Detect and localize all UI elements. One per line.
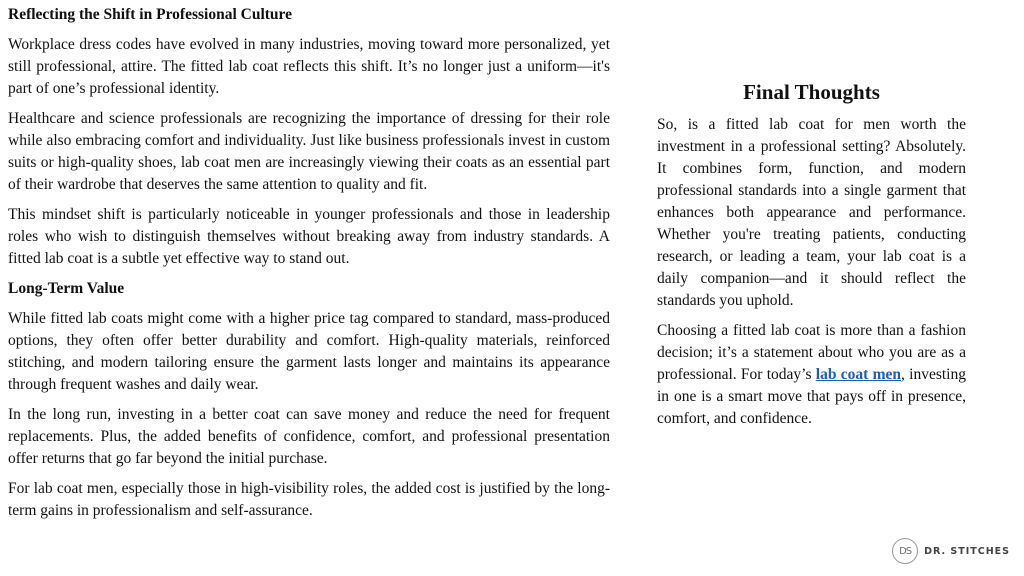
- lab-coat-men-link[interactable]: lab coat men: [815, 366, 901, 383]
- section-heading-culture: Reflecting the Shift in Professional Culture: [8, 6, 293, 23]
- logo-text: DR. STITCHES: [924, 545, 1010, 557]
- paragraph: Healthcare and science professionals are recognizing the importance of dressing for their role while also embracing comfort and individuality. Just like business professionals invest in custom suits or high-quality shoes, lab coat men are increasingly viewing their coats as an essential part of their wardrobe that deserves the same attention to quality and fit.: [8, 110, 610, 193]
- section-heading-long-term-value: Long-Term Value: [8, 280, 125, 297]
- paragraph: This mindset shift is particularly noticeable in younger professionals and those in leadership roles who wish to distinguish themselves without breaking away from industry standards. A fitted lab coat is a subtle yet effective way to stand out.: [8, 206, 610, 267]
- paragraph: Workplace dress codes have evolved in many industries, moving toward more personalized, yet still professional, attire. The fitted lab coat reflects this shift. It’s no longer just a uniform—it's part of one’s professional identity.: [8, 36, 610, 97]
- right-column: [657, 78, 966, 438]
- paragraph: So, is a fitted lab coat for men worth the investment in a professional setting? Absolutely. It combines form, function, and modern professional standards into a single garment that enhances both appearance and performance. Whether you're treating patients, conducting research, or leading a team, your lab coat is a daily companion—and it should reflect the standards you uphold.: [657, 116, 966, 309]
- paragraph-text: , investing in one is a smart move that pays off in presence, comfort, and confidence.: [657, 366, 966, 427]
- logo-mark-icon: DS: [892, 538, 918, 564]
- paragraph: [657, 320, 966, 430]
- brand-logo: [892, 538, 1010, 564]
- paragraph: While fitted lab coats might come with a higher price tag compared to standard, mass-produced options, they often offer better durability and comfort. High-quality materials, reinforced stitching, and modern tailoring ensure the garment lasts longer and maintains its appearance through frequent washes and daily wear.: [8, 310, 610, 393]
- paragraph: In the long run, investing in a better coat can save money and reduce the need for frequent replacements. Plus, the added benefits of confidence, comfort, and professional presentation offer returns that go far beyond the initial purchase.: [8, 406, 610, 467]
- final-thoughts-title: Final Thoughts: [743, 80, 880, 104]
- paragraph-text: Choosing a fitted lab coat is more than a fashion decision; it’s a statement about who you are as a professional. For today’s: [657, 322, 966, 383]
- paragraph: For lab coat men, especially those in high-visibility roles, the added cost is justified by the long-term gains in professionalism and self-assurance.: [8, 480, 610, 519]
- left-column: [8, 4, 610, 530]
